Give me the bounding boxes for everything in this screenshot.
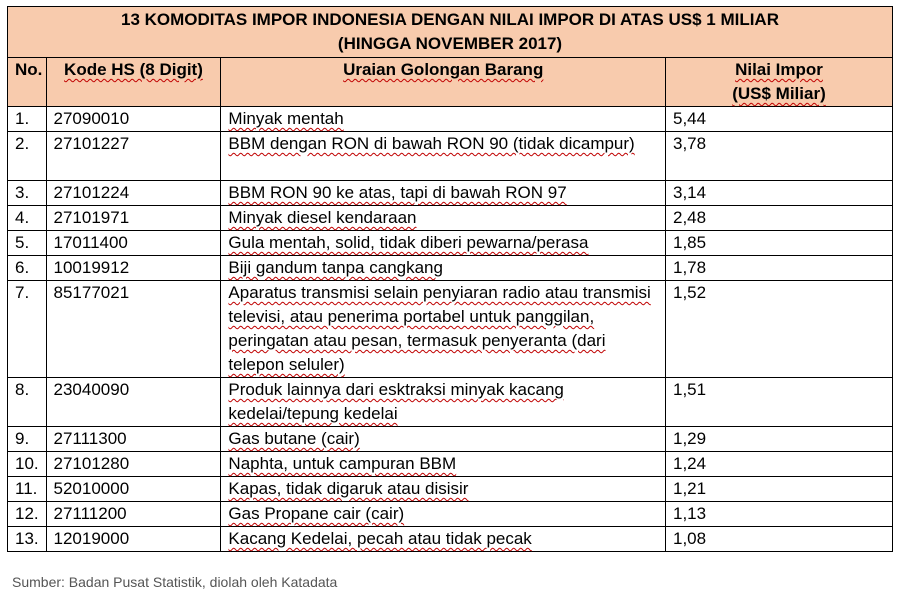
- cell-no: 8.: [8, 378, 47, 427]
- header-no: No.: [8, 58, 47, 107]
- cell-value: 1,52: [665, 281, 892, 378]
- header-desc: [221, 58, 666, 107]
- commodity-import-table: [7, 6, 893, 552]
- cell-no: 3.: [8, 181, 47, 206]
- table-title: [8, 7, 893, 58]
- cell-desc: [221, 107, 666, 132]
- cell-code: 17011400: [46, 231, 221, 256]
- cell-desc-text: Gas butane (cair): [228, 429, 360, 448]
- cell-desc-text: Minyak mentah: [228, 109, 344, 128]
- table-row: [8, 378, 893, 427]
- cell-value: 3,78: [665, 132, 892, 181]
- cell-code: 27090010: [46, 107, 221, 132]
- cell-no: 9.: [8, 427, 47, 452]
- cell-no: 11.: [8, 477, 47, 502]
- cell-value: 5,44: [665, 107, 892, 132]
- cell-desc: [221, 477, 666, 502]
- table-row: [8, 181, 893, 206]
- cell-desc: [221, 181, 666, 206]
- cell-desc-text: Biji gandum tanpa cangkang: [228, 258, 443, 277]
- cell-code: 27111200: [46, 502, 221, 527]
- table-row: [8, 452, 893, 477]
- cell-desc-text: Gas Propane cair (cair): [228, 504, 405, 523]
- cell-value: 1,13: [665, 502, 892, 527]
- cell-desc-text: Gula mentah, solid, tidak diberi pewarna/perasa: [228, 233, 589, 252]
- cell-no: 5.: [8, 231, 47, 256]
- cell-no: 1.: [8, 107, 47, 132]
- cell-desc-text: Aparatus transmisi selain penyiaran radio atau transmisi televisi, atau penerima portabel untuk panggilan, peringatan atau pesan, termasuk penyeranta (dari telepon seluler): [228, 283, 651, 374]
- cell-no: 13.: [8, 527, 47, 552]
- cell-code: 27101224: [46, 181, 221, 206]
- cell-code: 85177021: [46, 281, 221, 378]
- header-value-line1: Nilai Impor: [735, 60, 823, 79]
- source-footnote: Sumber: Badan Pusat Statistik, diolah oleh Katadata: [12, 574, 338, 590]
- cell-code: 10019912: [46, 256, 221, 281]
- cell-desc-text: Produk lainnya dari esktraksi minyak kacang kedelai/tepung kedelai: [228, 380, 564, 423]
- cell-no: 2.: [8, 132, 47, 181]
- table-row: [8, 107, 893, 132]
- cell-value: 1,29: [665, 427, 892, 452]
- table-row: [8, 206, 893, 231]
- header-code-label: Kode HS (8 Digit): [64, 60, 203, 79]
- table-row: [8, 527, 893, 552]
- header-value-line2: (US$ Miliar): [732, 84, 826, 103]
- cell-desc-text: BBM dengan RON di bawah RON 90 (tidak dicampur): [228, 134, 635, 153]
- table-row: [8, 477, 893, 502]
- title-row: [8, 7, 893, 58]
- cell-desc-text: Naphta, untuk campuran BBM: [228, 454, 457, 473]
- cell-code: 27101227: [46, 132, 221, 181]
- cell-value: 1,51: [665, 378, 892, 427]
- cell-no: 4.: [8, 206, 47, 231]
- cell-desc: [221, 256, 666, 281]
- cell-desc-text: Minyak diesel kendaraan: [228, 208, 417, 227]
- cell-value: 1,21: [665, 477, 892, 502]
- cell-desc: [221, 132, 666, 181]
- cell-desc-text: Kacang Kedelai, pecah atau tidak pecak: [228, 529, 532, 548]
- header-row: [8, 58, 893, 107]
- cell-no: 6.: [8, 256, 47, 281]
- table-title-line2: (HINGGA NOVEMBER 2017): [337, 34, 563, 53]
- table-row: [8, 231, 893, 256]
- table-title-line1: 13 KOMODITAS IMPOR INDONESIA DENGAN NILAI IMPOR DI ATAS US$ 1 MILIAR: [120, 10, 779, 29]
- cell-no: 10.: [8, 452, 47, 477]
- cell-code: 27101280: [46, 452, 221, 477]
- cell-no: 12.: [8, 502, 47, 527]
- cell-value: 3,14: [665, 181, 892, 206]
- cell-desc: [221, 231, 666, 256]
- header-desc-label: Uraian Golongan Barang: [343, 60, 544, 79]
- cell-code: 27111300: [46, 427, 221, 452]
- cell-code: 23040090: [46, 378, 221, 427]
- table-row: [8, 132, 893, 181]
- cell-value: 1,85: [665, 231, 892, 256]
- cell-desc: [221, 427, 666, 452]
- table-row: [8, 281, 893, 378]
- header-code: [46, 58, 221, 107]
- table-row: [8, 256, 893, 281]
- header-value: [665, 58, 892, 107]
- cell-desc: [221, 378, 666, 427]
- table-row: [8, 427, 893, 452]
- cell-desc: [221, 281, 666, 378]
- table-row: [8, 502, 893, 527]
- cell-desc-text: Kapas, tidak digaruk atau disisir: [228, 479, 469, 498]
- cell-desc: [221, 206, 666, 231]
- cell-desc-text: BBM RON 90 ke atas, tapi di bawah RON 97: [228, 183, 567, 202]
- cell-desc: [221, 502, 666, 527]
- cell-desc: [221, 527, 666, 552]
- cell-code: 52010000: [46, 477, 221, 502]
- cell-value: 1,24: [665, 452, 892, 477]
- cell-desc: [221, 452, 666, 477]
- cell-value: 2,48: [665, 206, 892, 231]
- cell-code: 12019000: [46, 527, 221, 552]
- cell-code: 27101971: [46, 206, 221, 231]
- cell-no: 7.: [8, 281, 47, 378]
- cell-value: 1,08: [665, 527, 892, 552]
- cell-value: 1,78: [665, 256, 892, 281]
